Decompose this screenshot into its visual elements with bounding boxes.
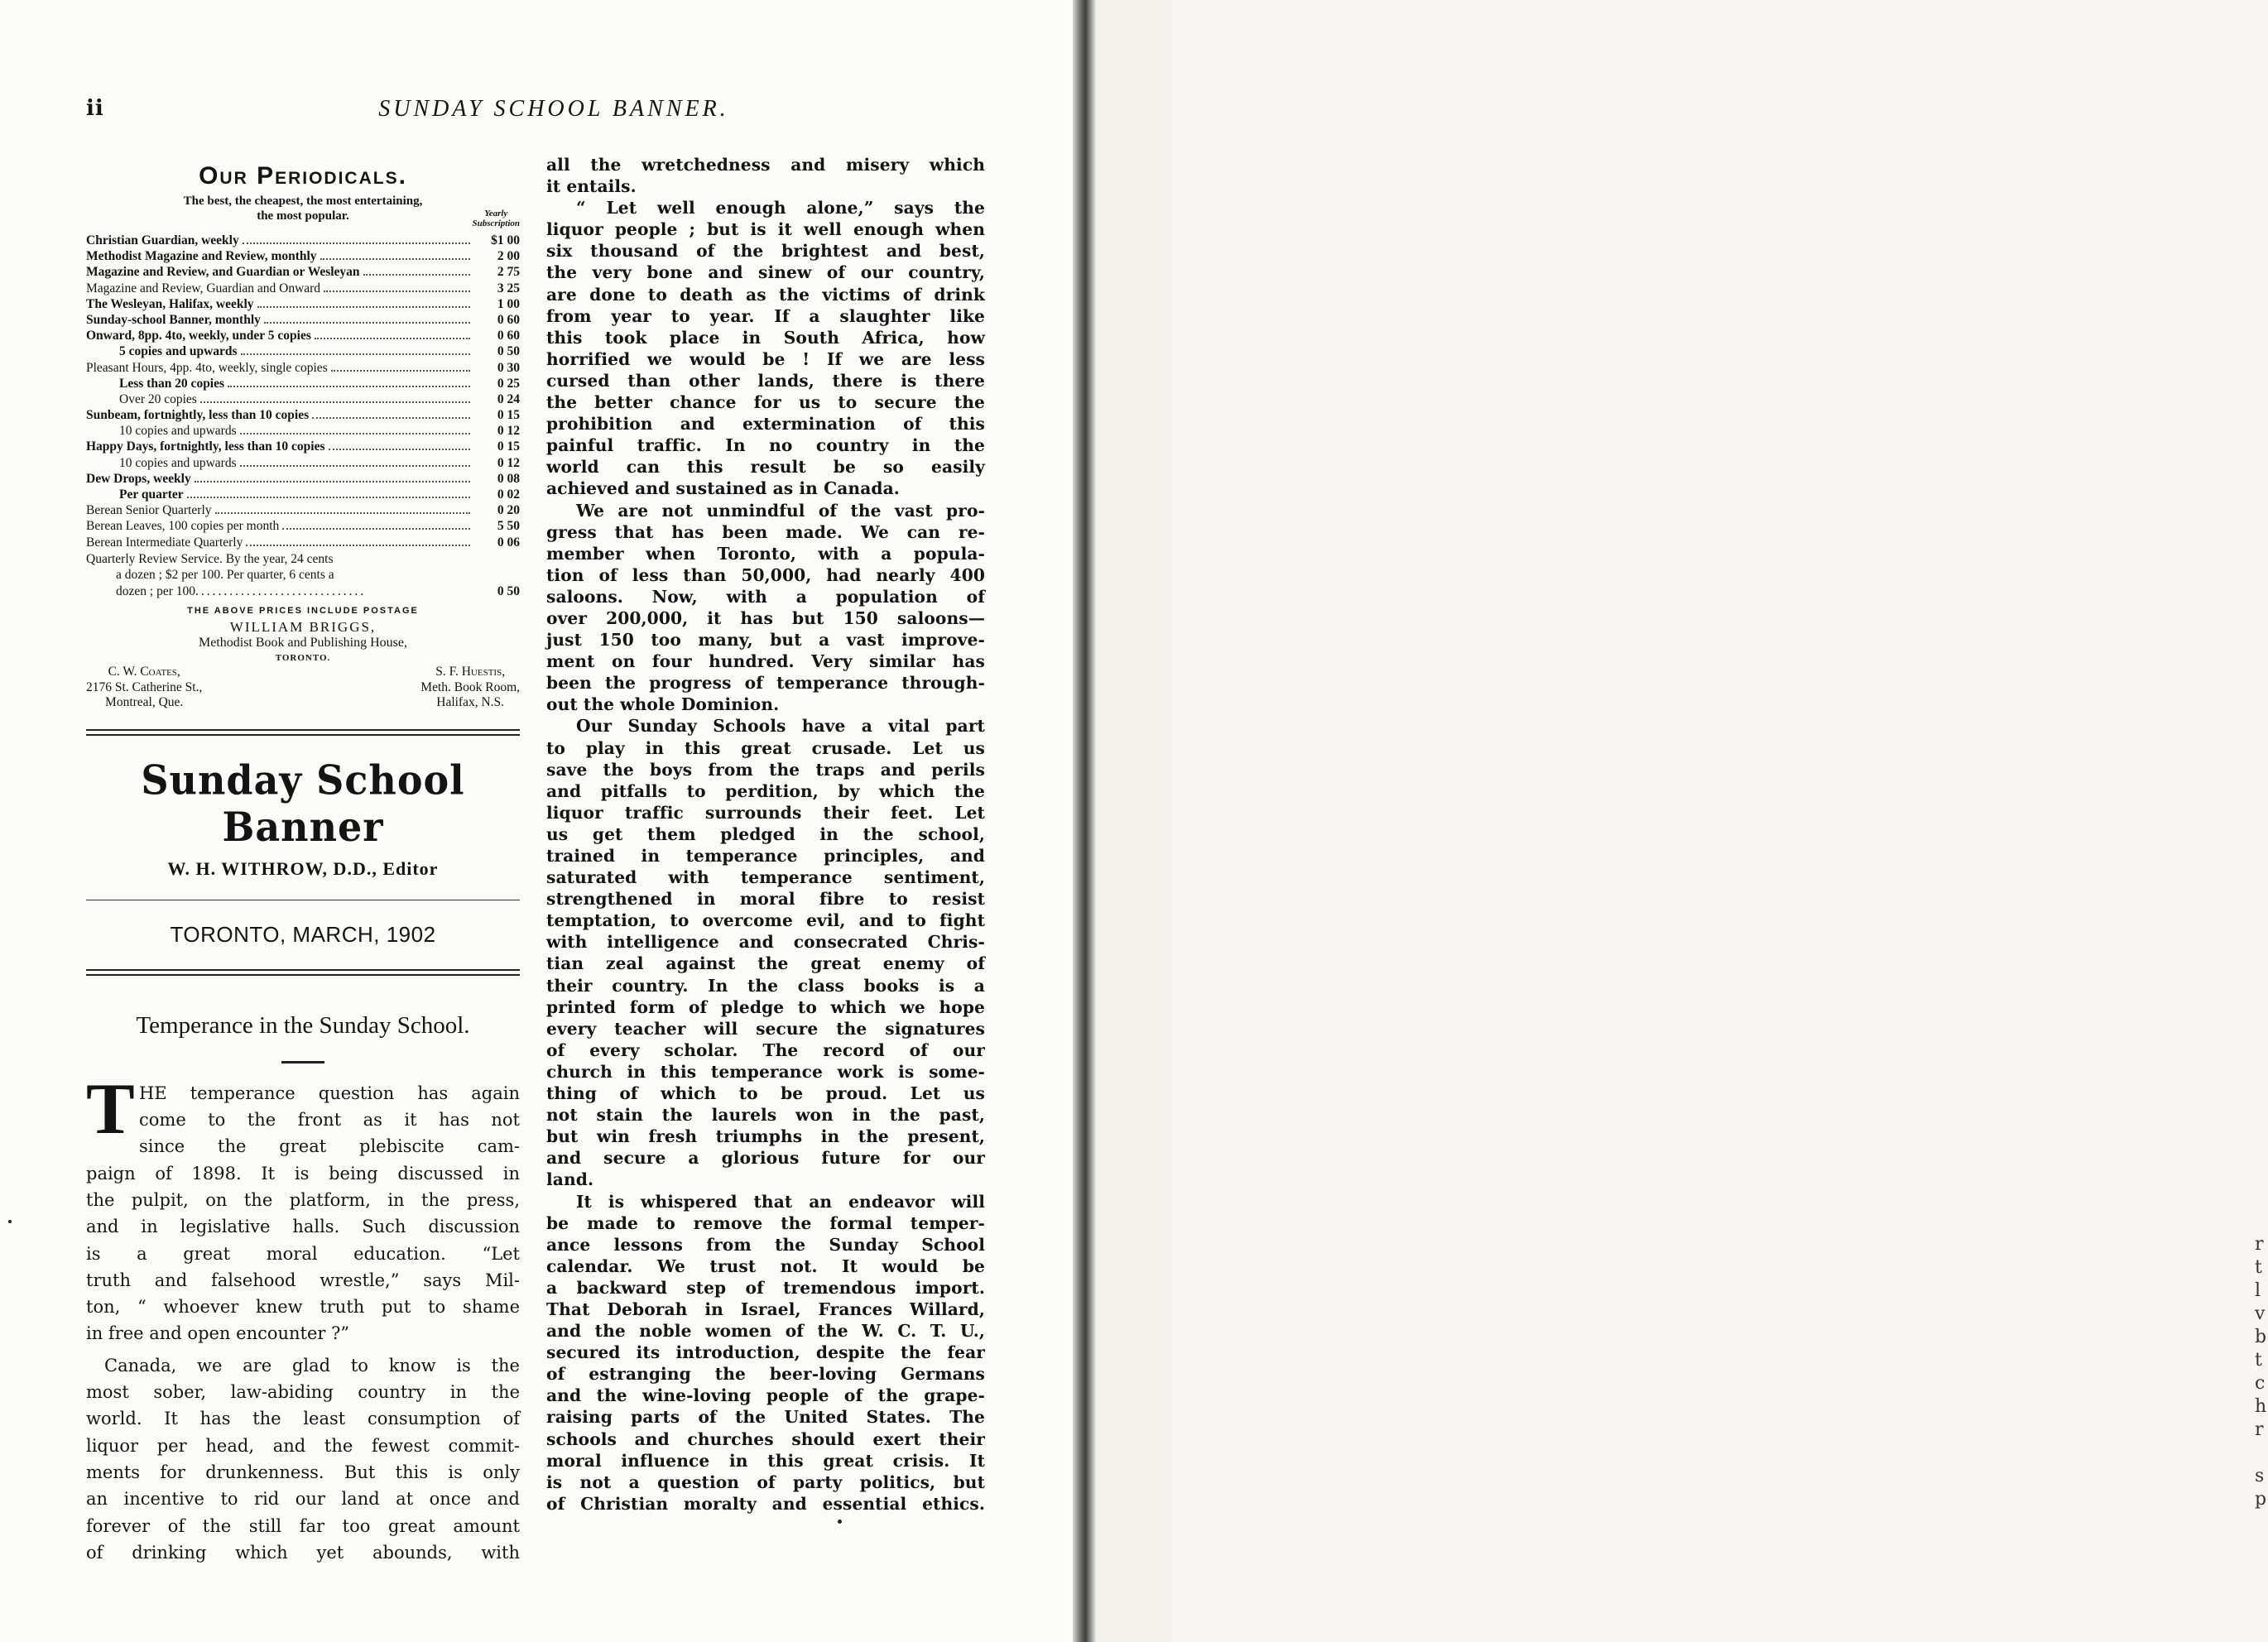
periodical-price: 2 75 <box>497 265 520 280</box>
article-title: Temperance in the Sunday School. <box>136 1011 470 1039</box>
leader-dots <box>363 274 470 276</box>
leader-dots <box>282 528 470 530</box>
text-line: member when Toronto, with a popula- <box>546 543 985 564</box>
periodical-name: Onward, 8pp. 4to, weekly, under 5 copies <box>86 329 311 343</box>
text-line: an incentive to rid our land at once and <box>86 1489 520 1510</box>
periodical-name: Berean Intermediate Quarterly <box>86 535 243 550</box>
periodical-name: Berean Leaves, 100 copies per month <box>86 519 280 534</box>
text-line: save the boys from the traps and perils <box>546 759 985 780</box>
periodical-price: 2 00 <box>497 249 520 264</box>
text-line: of drinking which yet abounds, with <box>86 1542 520 1563</box>
leader-dots <box>240 465 470 467</box>
text-line: ments for drunkenness. But this is only <box>86 1462 520 1482</box>
yearly-label: Yearly <box>484 209 508 218</box>
periodical-price: 0 02 <box>497 487 520 502</box>
leader-dots <box>246 545 470 546</box>
scanned-page <box>0 0 1084 1642</box>
quarterly-review-line3-text: dozen ; per 100 <box>116 583 195 598</box>
periodical-name: Magazine and Review, and Guardian or Wesleyan <box>86 265 360 280</box>
publisher-city: TORONTO. <box>275 653 331 664</box>
text-line: come to the front as it has not <box>139 1110 520 1131</box>
price-row <box>86 392 520 408</box>
text-line: calendar. We trust not. It would be <box>546 1256 985 1276</box>
text-line: schools and churches should exert their <box>546 1428 985 1449</box>
periodical-name: Sunday-school Banner, monthly <box>86 312 261 327</box>
price-row <box>86 361 520 377</box>
leader-dots <box>187 497 470 498</box>
periodical-price: 0 24 <box>497 391 520 406</box>
price-row <box>86 487 520 503</box>
edge-glyph: r <box>2255 1419 2264 1440</box>
periodical-name: 10 copies and upwards <box>119 455 237 470</box>
article-right-text <box>546 154 985 1515</box>
left-column <box>86 162 520 1566</box>
text-line: is not a question of party politics, but <box>546 1472 985 1492</box>
leader-dots <box>257 306 470 308</box>
periodical-price: 0 25 <box>497 376 520 391</box>
text-line: thing of which to be proud. Let us <box>546 1083 985 1104</box>
text-line: not stain the laurels won in the past, <box>546 1105 985 1126</box>
agent-montreal-name: C. W. Coates, <box>108 665 180 679</box>
drop-cap: T <box>86 1068 135 1150</box>
agent-montreal <box>86 665 202 711</box>
text-line: since the great plebiscite cam- <box>139 1136 520 1157</box>
periodical-name: Pleasant Hours, 4pp. 4to, weekly, single copies <box>86 360 328 375</box>
periodical-name: Christian Guardian, weekly <box>86 233 239 247</box>
text-line: world. It has the least consumption of <box>86 1409 520 1429</box>
agents-block <box>86 665 520 711</box>
text-line: raising parts of the United States. The <box>546 1407 985 1428</box>
price-row <box>86 535 520 551</box>
agent-halifax <box>420 665 520 711</box>
text-line: of estranging the beer-loving Germans <box>546 1364 985 1385</box>
periodical-name: Less than 20 copies <box>119 376 225 391</box>
price-row <box>86 408 520 424</box>
text-line: ance lessons from the Sunday School <box>546 1234 985 1255</box>
leader-dots <box>264 322 470 324</box>
text-line: ment on four hundred. Very similar has <box>546 651 985 672</box>
quarterly-review-line3: dozen ; per 100.............................. <box>116 583 367 598</box>
page-number: ii <box>86 96 104 121</box>
quarterly-review-line1: Quarterly Review Service. By the year, 24 cents <box>86 551 334 566</box>
text-line: been the progress of temperance through- <box>546 673 985 694</box>
subscription-label: Subscription <box>472 218 520 228</box>
text-line: saturated with temperance sentiment, <box>546 867 985 888</box>
agent-halifax-name: S. F. Huestis, <box>435 665 506 679</box>
price-row <box>86 329 520 344</box>
text-line: every teacher will secure the signatures <box>546 1018 985 1039</box>
periodical-price: 0 30 <box>497 360 520 375</box>
edge-glyph <box>2255 1442 2268 1465</box>
ink-speck <box>838 1520 842 1524</box>
text-line: temptation, to overcome evil, and to fight <box>546 910 985 931</box>
leader-dots <box>215 512 471 514</box>
edge-glyph: v <box>2255 1304 2266 1324</box>
periodical-name: Per quarter <box>119 487 184 502</box>
title-short-rule <box>281 1061 324 1063</box>
edge-glyph: t <box>2255 1350 2262 1371</box>
price-row <box>86 439 520 455</box>
text-line: moral influence in this great crisis. It <box>546 1450 985 1471</box>
edge-glyph: l <box>2255 1280 2261 1301</box>
text-line: are done to death as the victims of drink <box>546 284 985 305</box>
price-list <box>86 233 520 551</box>
periodical-price: $1 00 <box>491 233 520 247</box>
masthead-title: Sunday School Banner <box>141 756 465 851</box>
text-line: paign of 1898. It is being discussed in <box>86 1163 520 1183</box>
text-line: to play in this great crusade. Let us <box>546 737 985 758</box>
article-left-text <box>86 1068 520 1566</box>
leader-dots <box>200 401 470 403</box>
text-line: tion of less than 50,000, had nearly 400 <box>546 564 985 585</box>
leader-dots <box>312 417 470 419</box>
periodical-name: Dew Drops, weekly <box>86 471 191 486</box>
text-line: with intelligence and consecrated Chris- <box>546 932 985 953</box>
text-line: prohibition and extermination of this <box>546 414 985 435</box>
text-line: a backward step of tremendous import. <box>546 1277 985 1298</box>
periodical-name: Methodist Magazine and Review, monthly <box>86 249 317 264</box>
text-line: out the whole Dominion. <box>546 694 780 715</box>
price-row <box>86 249 520 265</box>
agent-montreal-street: 2176 St. Catherine St., <box>86 679 203 694</box>
text-line: cursed than other lands, there is there <box>546 370 985 391</box>
leader-dots <box>331 370 470 372</box>
leader-dots <box>324 290 470 292</box>
periodical-name: Magazine and Review, Guardian and Onward <box>86 281 321 295</box>
postage-note: THE ABOVE PRICES INCLUDE POSTAGE <box>187 606 419 617</box>
periodical-name: 10 copies and upwards <box>119 424 237 439</box>
edge-glyph: h <box>2255 1396 2267 1417</box>
text-line: and in legislative halls. Such discussion <box>86 1217 520 1237</box>
leader-dots <box>329 449 470 450</box>
leader-dots <box>243 242 470 244</box>
periodical-name: Berean Senior Quarterly <box>86 503 212 518</box>
quarterly-review-entry <box>86 551 520 600</box>
text-line: land. <box>546 1169 594 1190</box>
periodical-price: 0 12 <box>497 455 520 470</box>
price-row <box>86 233 520 249</box>
periodicals-subtitle-line1: The best, the cheapest, the most entertaining, <box>183 194 423 208</box>
text-line: most sober, law-abiding country in the <box>86 1382 520 1403</box>
text-line: We are not unmindful of the vast pro- <box>576 500 985 521</box>
price-row <box>86 265 520 281</box>
leader-dots <box>315 338 470 339</box>
periodicals-subtitle <box>86 194 520 228</box>
text-line: in free and open encounter ?” <box>86 1323 350 1344</box>
text-line: Our Sunday Schools have a vital part <box>576 716 985 737</box>
price-row <box>86 281 520 297</box>
agent-halifax-street: Meth. Book Room, <box>420 679 520 694</box>
text-line: forever of the still far too great amount <box>86 1515 520 1536</box>
publisher-name: WILLIAM BRIGGS, <box>229 619 377 636</box>
quarterly-review-price: 0 50 <box>497 583 520 598</box>
periodicals-heading: Our Periodicals. <box>199 162 407 190</box>
text-line: HE temperance question has again <box>139 1083 520 1103</box>
ink-speck <box>8 1220 12 1223</box>
periodical-price: 1 00 <box>497 296 520 311</box>
text-line: secured its introduction, despite the fear <box>546 1342 985 1363</box>
edge-glyph: t <box>2255 1257 2262 1278</box>
edge-glyph: r <box>2255 1234 2264 1255</box>
text-line: printed form of pledge to which we hope <box>546 996 985 1017</box>
text-line: church in this temperance work is some- <box>546 1061 985 1082</box>
price-row <box>86 472 520 487</box>
periodical-name: Sunbeam, fortnightly, less than 10 copies <box>86 408 310 423</box>
text-line: ton, “ whoever knew truth put to shame <box>86 1297 520 1318</box>
price-row <box>86 313 520 329</box>
text-line: gress that has been made. We can re- <box>546 521 985 542</box>
periodical-name: Over 20 copies <box>119 391 197 406</box>
facing-page-edge <box>1096 0 2267 1642</box>
quarterly-review-line2: a dozen ; $2 per 100. Per quarter, 6 cents a <box>116 568 334 583</box>
book-spine-shadow <box>1073 0 1096 1642</box>
text-line: this took place in South Africa, how <box>546 327 985 348</box>
text-line: horrified we would be ! If we are less <box>546 348 985 369</box>
text-line: and secure a glorious future for our <box>546 1148 985 1169</box>
agent-montreal-city: Montreal, Que. <box>105 695 184 710</box>
periodical-price: 0 15 <box>497 439 520 454</box>
masthead-dateline: TORONTO, MARCH, 1902 <box>170 921 436 947</box>
periodical-price: 0 12 <box>497 424 520 439</box>
text-line: over 200,000, it has but 150 saloons— <box>546 607 985 628</box>
periodical-price: 3 25 <box>497 281 520 295</box>
text-line: strengthened in moral fibre to resist <box>546 889 985 910</box>
leader-dots <box>228 386 470 387</box>
text-line: world can this result be so easily <box>546 457 985 478</box>
agent-halifax-city: Halifax, N.S. <box>436 695 505 710</box>
running-title: SUNDAY SCHOOL BANNER. <box>378 96 729 122</box>
periodical-name: The Wesleyan, Halifax, weekly <box>86 296 254 311</box>
text-line: painful traffic. In no country in the <box>546 435 985 456</box>
periodical-price: 0 15 <box>497 408 520 423</box>
text-line: That Deborah in Israel, Frances Willard, <box>546 1299 985 1319</box>
periodical-price: 0 60 <box>497 329 520 343</box>
publisher-block <box>86 619 520 666</box>
periodical-price: 0 60 <box>497 312 520 327</box>
price-row <box>86 456 520 472</box>
masthead-editor: W. H. WITHROW, D.D., Editor <box>167 857 439 879</box>
edge-glyph: p <box>2255 1489 2267 1510</box>
text-line: “ Let well enough alone,” says the <box>576 198 985 218</box>
page-header <box>86 96 1021 126</box>
text-line: truth and falsehood wrestle,” says Mil- <box>86 1270 520 1290</box>
leader-dots <box>241 353 470 355</box>
double-rule-bottom <box>86 969 520 976</box>
text-line: just 150 too many, but a vast improve- <box>546 630 985 651</box>
text-line: is a great moral education. “Let <box>86 1243 520 1264</box>
periodical-name: 5 copies and upwards <box>119 344 238 359</box>
periodical-price: 0 50 <box>497 344 520 359</box>
text-line: achieved and sustained as in Canada. <box>546 478 900 499</box>
text-line: It is whispered that an endeavor will <box>576 1191 985 1212</box>
text-line: and the noble women of the W. C. T. U., <box>546 1321 985 1342</box>
text-line: liquor traffic surrounds their feet. Let <box>546 802 985 823</box>
text-line: Canada, we are glad to know is the <box>104 1355 520 1376</box>
edge-glyph: b <box>2255 1327 2267 1347</box>
right-column <box>546 154 985 1515</box>
periodical-price: 0 08 <box>497 471 520 486</box>
edge-glyph: c <box>2255 1373 2266 1394</box>
text-line: but win fresh triumphs in the present, <box>546 1126 985 1147</box>
text-line: be made to remove the formal temper- <box>546 1212 985 1233</box>
text-line: their country. In the class books is a <box>546 975 985 996</box>
periodical-price: 0 06 <box>497 535 520 550</box>
text-line: and the wine-loving people of the grape- <box>546 1385 985 1406</box>
facing-page-glyphs <box>2255 1233 2268 1511</box>
leader-dots <box>195 481 470 483</box>
price-row <box>86 377 520 392</box>
price-row <box>86 519 520 535</box>
text-line: of Christian moralty and essential ethics. <box>546 1493 985 1514</box>
text-line: from year to year. If a slaughter like <box>546 305 985 326</box>
text-line: all the wretchedness and misery which <box>546 155 985 175</box>
leader-dots <box>240 433 470 435</box>
periodical-price: 0 20 <box>497 503 520 518</box>
price-row <box>86 297 520 313</box>
text-line: liquor people ; but is it well enough when <box>546 219 985 240</box>
periodical-price: 5 50 <box>497 519 520 534</box>
periodical-name: Happy Days, fortnightly, less than 10 copies <box>86 439 325 454</box>
text-line: saloons. Now, with a population of <box>546 586 985 607</box>
text-line: the better chance for us to secure the <box>546 392 985 413</box>
text-line: the very bone and sinew of our country, <box>546 262 985 283</box>
price-row <box>86 503 520 519</box>
price-row <box>86 424 520 439</box>
text-line: tian zeal against the great enemy of <box>546 953 985 974</box>
text-line: six thousand of the brightest and best, <box>546 241 985 262</box>
periodicals-subtitle-line2: the most popular. <box>257 209 349 223</box>
text-line: the pulpit, on the platform, in the press, <box>86 1189 520 1210</box>
yearly-subscription-header <box>473 209 520 228</box>
text-line: liquor per head, and the fewest commit- <box>86 1435 520 1456</box>
edge-glyph: s <box>2255 1466 2265 1486</box>
publisher-house: Methodist Book and Publishing House, <box>198 636 407 651</box>
text-line: of every scholar. The record of our <box>546 1039 985 1060</box>
leader-dots <box>320 258 470 260</box>
double-rule-top <box>86 729 520 736</box>
text-line: it entails. <box>546 176 637 197</box>
text-line: and pitfalls to perdition, by which the <box>546 780 985 801</box>
price-row <box>86 344 520 360</box>
text-line: trained in temperance principles, and <box>546 846 985 866</box>
text-line: us get them pledged in the school, <box>546 823 985 844</box>
